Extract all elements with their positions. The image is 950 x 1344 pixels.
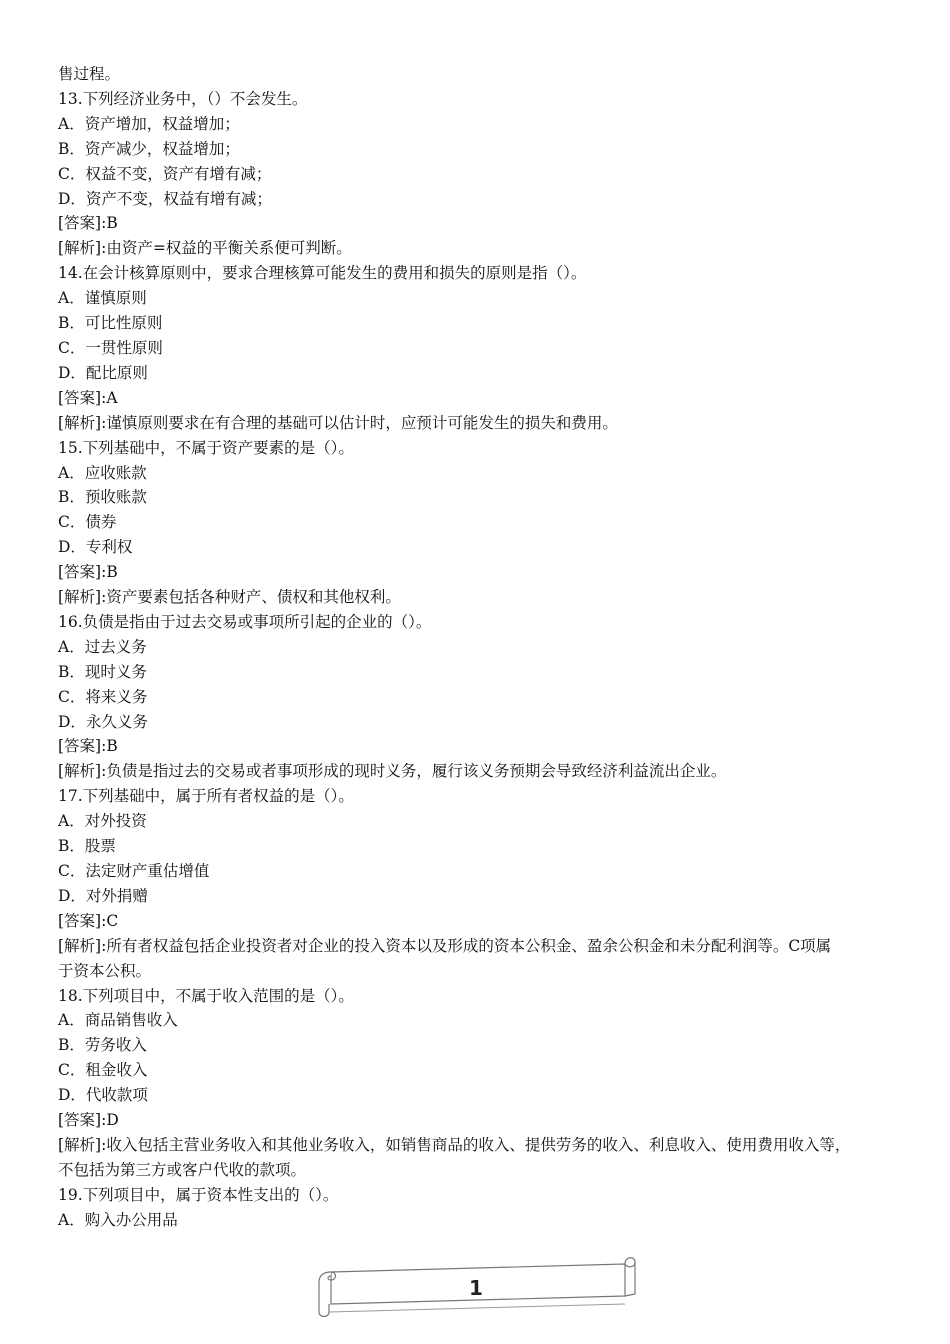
text-line: B．股票 <box>58 837 116 856</box>
text-line: A．资产增加，权益增加； <box>58 114 240 133</box>
text-line: [解析]:负债是指过去的交易或者事项形成的现时义务，履行该义务预期会导致经济利益流出企业。 <box>58 762 727 781</box>
text-line: [答案]:B <box>58 737 118 756</box>
text-line: A．谨慎原则 <box>58 289 147 308</box>
text-line: C．法定财产重估增值 <box>58 862 210 880</box>
text-line: D．资产不变，权益有增有减； <box>58 189 272 208</box>
text-line: [答案]:B <box>58 563 118 582</box>
text-line: 14.在会计核算原则中，要求合理核算可能发生的费用和损失的原则是指（）。 <box>58 264 587 283</box>
text-line: D．专利权 <box>58 538 133 557</box>
text-line: [答案]:A <box>58 388 118 407</box>
text-line: 于资本公积。 <box>58 961 152 980</box>
text-line: B．预收账款 <box>58 488 147 507</box>
text-line: [答案]:B <box>58 214 118 233</box>
page-footer <box>313 1254 639 1320</box>
text-line: D．配比原则 <box>58 363 148 382</box>
text-line: A．商品销售收入 <box>58 1011 178 1030</box>
text-line: 不包括为第三方或客户代收的款项。 <box>58 1160 307 1179</box>
text-line: [解析]:谨慎原则要求在有合理的基础可以估计时，应预计可能发生的损失和费用。 <box>58 413 618 432</box>
text-line: 13.下列经济业务中，（）不会发生。 <box>58 89 308 108</box>
text-line: C．将来义务 <box>58 687 148 706</box>
text-line: A．购入办公用品 <box>58 1210 178 1229</box>
text-line: D．永久义务 <box>58 712 148 731</box>
text-line: B．现时义务 <box>58 662 147 681</box>
text-line: A．对外投资 <box>58 812 147 831</box>
text-line: A．应收账款 <box>58 463 147 482</box>
text-line: [答案]:D <box>58 1111 119 1130</box>
text-line: [解析]:所有者权益包括企业投资者对企业的投入资本以及形成的资本公积金、盈余公积金和未分配利润等。C项属 <box>58 936 832 955</box>
text-line: 16.负债是指由于过去交易或事项所引起的企业的（）。 <box>58 612 432 631</box>
page-number: 1 <box>469 1276 483 1300</box>
text-line: C．权益不变，资产有增有减； <box>58 164 272 183</box>
text-line: [解析]:资产要素包括各种财产、债权和其他权利。 <box>58 588 401 607</box>
text-line: D．对外捐赠 <box>58 886 148 905</box>
text-line: 19.下列项目中，属于资本性支出的（）。 <box>58 1185 339 1204</box>
text-line: B．资产减少，权益增加； <box>58 139 240 158</box>
text-line: 15.下列基础中，不属于资产要素的是（）。 <box>58 438 354 457</box>
text-line: C．债券 <box>58 513 117 532</box>
text-line: C．一贯性原则 <box>58 338 163 357</box>
text-line: B．劳务收入 <box>58 1036 147 1055</box>
text-line: A．过去义务 <box>58 637 147 656</box>
text-line: [解析]:收入包括主营业务收入和其他业务收入，如销售商品的收入、提供劳务的收入、利息收入、使用费用收入等， <box>58 1135 851 1154</box>
text-line: [解析]:由资产=权益的平衡关系便可判断。 <box>58 239 352 258</box>
text-line: C．租金收入 <box>58 1061 148 1080</box>
text-line: 售过程。 <box>58 65 121 83</box>
text-line: [答案]:C <box>58 911 119 930</box>
text-line: B．可比性原则 <box>58 314 163 333</box>
document-body <box>58 62 898 1233</box>
text-line: 17.下列基础中，属于所有者权益的是（）。 <box>58 787 354 806</box>
text-line: 18.下列项目中，不属于收入范围的是（）。 <box>58 986 354 1005</box>
text-line: D．代收款项 <box>58 1086 148 1105</box>
